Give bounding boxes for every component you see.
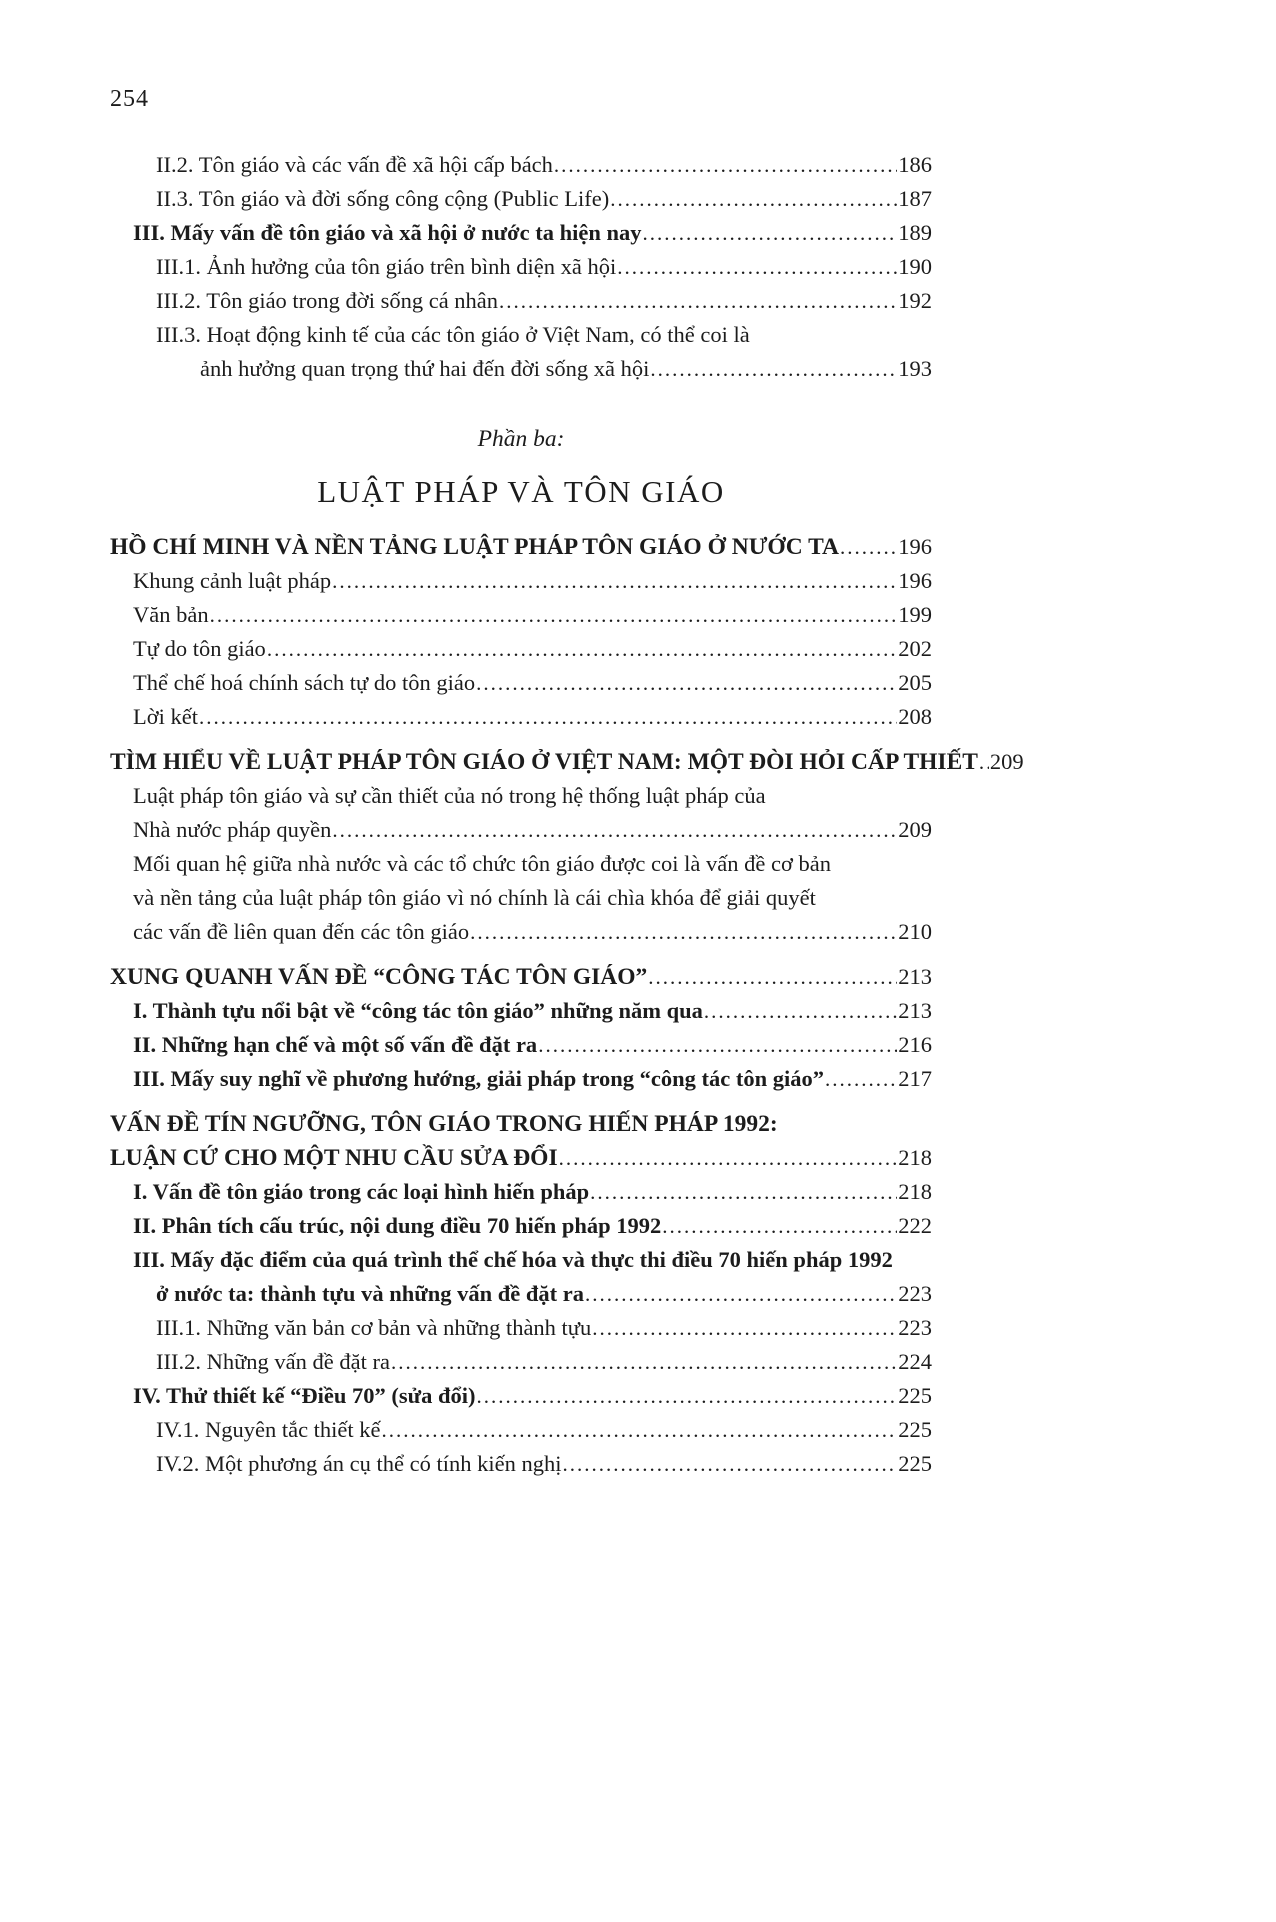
toc-entry xyxy=(110,216,932,250)
dot-leader xyxy=(554,148,897,182)
toc-entry-title: III. Mấy suy nghĩ về phương hướng, giải pháp trong “công tác tôn giáo” xyxy=(133,1066,825,1091)
dot-leader xyxy=(391,1345,897,1379)
toc-page-number: 186 xyxy=(898,152,932,177)
toc-entry-title: Luật pháp tôn giáo và sự cần thiết của nó trong hệ thống luật pháp của xyxy=(133,783,766,808)
dot-leader xyxy=(470,915,897,949)
toc-entry-title: III.2. Những vấn đề đặt ra xyxy=(156,1349,390,1374)
toc-entry-line xyxy=(110,847,932,881)
toc-page-number: 209 xyxy=(989,749,1024,774)
toc-page-number: 225 xyxy=(898,1417,932,1442)
toc-entry-title: XUNG QUANH VẤN ĐỀ “CÔNG TÁC TÔN GIÁO” xyxy=(110,964,648,990)
toc-entry-title: Nhà nước pháp quyền xyxy=(133,817,332,842)
toc-page-number: 205 xyxy=(898,670,932,695)
toc-entry-title: III. Mấy đặc điểm của quá trình thể chế hóa và thực thi điều 70 hiến pháp 1992 xyxy=(133,1247,893,1272)
toc-entry xyxy=(110,1175,932,1209)
toc-entry xyxy=(110,318,932,386)
dot-leader xyxy=(210,598,898,632)
toc-entry-line xyxy=(110,700,932,734)
dot-leader xyxy=(592,1311,897,1345)
toc-page-number: 218 xyxy=(898,1179,932,1204)
toc-entry xyxy=(110,960,932,994)
toc-entry-line xyxy=(110,1311,932,1345)
toc-page-number: 224 xyxy=(898,1349,932,1374)
toc-entry-line xyxy=(110,915,932,949)
dot-leader xyxy=(563,1447,898,1481)
toc-entry-title: Lời kết xyxy=(133,704,199,729)
toc-page-number: 196 xyxy=(898,568,932,593)
toc-entry-title: ảnh hưởng quan trọng thứ hai đến đời sống xã hội xyxy=(200,356,650,381)
toc-entry-title: II. Những hạn chế và một số vấn đề đặt ra xyxy=(133,1032,538,1057)
toc-page-number: 225 xyxy=(898,1451,932,1476)
dot-leader xyxy=(642,216,897,250)
toc-entry-line xyxy=(110,1379,932,1413)
toc-entry-line xyxy=(110,216,932,250)
dot-leader xyxy=(476,666,897,700)
dot-leader xyxy=(825,1062,897,1096)
dot-leader xyxy=(476,1379,897,1413)
toc-entry xyxy=(110,700,932,734)
part-divider xyxy=(110,422,932,512)
toc-page-number: 208 xyxy=(898,704,932,729)
table-of-contents xyxy=(110,148,1024,1481)
toc-entry-line xyxy=(110,881,932,915)
toc-entry xyxy=(110,1209,932,1243)
toc-entry xyxy=(110,1107,932,1175)
dot-leader xyxy=(704,994,897,1028)
dot-leader xyxy=(650,352,897,386)
toc-entry-line xyxy=(110,666,932,700)
toc-page-number: 210 xyxy=(898,919,932,944)
toc-entry-title: IV.2. Một phương án cụ thể có tính kiến nghị xyxy=(156,1451,562,1476)
dot-leader xyxy=(840,530,897,564)
toc-entry-title: III.2. Tôn giáo trong đời sống cá nhân xyxy=(156,288,499,313)
dot-leader xyxy=(499,284,897,318)
toc-entry-title: Mối quan hệ giữa nhà nước và các tổ chức tôn giáo được coi là vấn đề cơ bản xyxy=(133,851,831,876)
toc-entry-line xyxy=(110,352,932,386)
toc-entry-title: Văn bản xyxy=(133,602,209,627)
dot-leader xyxy=(662,1209,897,1243)
toc-page-number: 199 xyxy=(898,602,932,627)
page-number: 254 xyxy=(110,86,149,112)
dot-leader xyxy=(585,1277,897,1311)
toc-entry-title: II.2. Tôn giáo và các vấn đề xã hội cấp bách xyxy=(156,152,553,177)
toc-entry xyxy=(110,1345,932,1379)
toc-entry-title: HỒ CHÍ MINH VÀ NỀN TẢNG LUẬT PHÁP TÔN GIÁO Ở NƯỚC TA xyxy=(110,534,840,560)
toc-entry-title: Tự do tôn giáo xyxy=(133,636,266,661)
toc-entry-line xyxy=(110,813,932,847)
toc-entry xyxy=(110,779,932,847)
toc-page-number: 213 xyxy=(898,964,932,989)
toc-entry-line xyxy=(110,994,932,1028)
toc-page-number: 190 xyxy=(898,254,932,279)
toc-entry xyxy=(110,847,932,949)
toc-page-number: 192 xyxy=(898,288,932,313)
toc-page-number: 202 xyxy=(898,636,932,661)
toc-page-number: 196 xyxy=(898,534,932,559)
toc-entry-line xyxy=(110,960,932,994)
toc-entry-title: IV.1. Nguyên tắc thiết kế xyxy=(156,1417,381,1442)
toc-page-number: 216 xyxy=(898,1032,932,1057)
toc-entry xyxy=(110,1243,932,1311)
part-title: LUẬT PHÁP VÀ TÔN GIÁO xyxy=(317,474,725,509)
toc-entry xyxy=(110,1311,932,1345)
toc-entry-line xyxy=(110,250,932,284)
toc-entry-line xyxy=(110,1447,932,1481)
toc-entry-line xyxy=(110,318,932,352)
dot-leader xyxy=(199,700,897,734)
toc-page-number: 218 xyxy=(898,1145,932,1170)
toc-entry-line xyxy=(110,632,932,666)
toc-entry-line xyxy=(110,530,932,564)
toc-entry xyxy=(110,1062,932,1096)
toc-page-number: 187 xyxy=(898,186,932,211)
toc-entry-title: IV. Thử thiết kế “Điều 70” (sửa đổi) xyxy=(133,1383,476,1408)
toc-page-number: 223 xyxy=(898,1281,932,1306)
toc-entry-line xyxy=(110,1028,932,1062)
dot-leader xyxy=(979,745,989,779)
toc-entry-line xyxy=(110,1277,932,1311)
toc-entry xyxy=(110,745,1024,779)
toc-page-number: 213 xyxy=(898,998,932,1023)
toc-entry-line xyxy=(110,1141,932,1175)
toc-entry xyxy=(110,250,932,284)
dot-leader xyxy=(610,182,897,216)
dot-leader xyxy=(538,1028,897,1062)
toc-entry xyxy=(110,148,932,182)
toc-entry-line xyxy=(110,1209,932,1243)
toc-entry-line xyxy=(110,182,932,216)
toc-entry-line xyxy=(110,1175,932,1209)
toc-entry-title: TÌM HIỂU VỀ LUẬT PHÁP TÔN GIÁO Ở VIỆT NAM: MỘT ĐÒI HỎI CẤP THIẾT xyxy=(110,749,978,775)
toc-entry-title: III.3. Hoạt động kinh tế của các tôn giáo ở Việt Nam, có thể coi là xyxy=(156,322,750,347)
toc-entry-title: I. Thành tựu nổi bật về “công tác tôn giáo” những năm qua xyxy=(133,998,703,1023)
toc-entry-title: III.1. Ảnh hưởng của tôn giáo trên bình diện xã hội xyxy=(156,254,617,279)
toc-page-number: 225 xyxy=(898,1383,932,1408)
toc-page-number: 189 xyxy=(898,220,932,245)
dot-leader xyxy=(559,1141,898,1175)
toc-entry-title: Thể chế hoá chính sách tự do tôn giáo xyxy=(133,670,476,695)
toc-entry xyxy=(110,994,932,1028)
toc-entry-line xyxy=(110,284,932,318)
toc-entry xyxy=(110,598,932,632)
toc-entry xyxy=(110,632,932,666)
toc-entry-line xyxy=(110,148,932,182)
dot-leader xyxy=(648,960,897,994)
toc-entry xyxy=(110,530,932,564)
dot-leader xyxy=(617,250,897,284)
toc-entry-line xyxy=(110,745,1024,779)
toc-entry-title: III. Mấy vấn đề tôn giáo và xã hội ở nước ta hiện nay xyxy=(133,220,642,245)
toc-entry xyxy=(110,1447,932,1481)
toc-page-number: 193 xyxy=(898,356,932,381)
toc-section-before-part xyxy=(110,148,932,386)
toc-entry-title: II.3. Tôn giáo và đời sống công cộng (Public Life) xyxy=(156,186,610,211)
toc-section-after-part xyxy=(110,530,1024,1481)
toc-entry-line xyxy=(110,564,932,598)
toc-entry-title: các vấn đề liên quan đến các tôn giáo xyxy=(133,919,470,944)
toc-entry-title: ở nước ta: thành tựu và những vấn đề đặt ra xyxy=(156,1281,584,1306)
dot-leader xyxy=(332,564,897,598)
toc-entry-title: VẤN ĐỀ TÍN NGƯỠNG, TÔN GIÁO TRONG HIẾN PHÁP 1992: xyxy=(110,1111,778,1137)
toc-entry-title: LUẬN CỨ CHO MỘT NHU CẦU SỬA ĐỔI xyxy=(110,1145,558,1171)
toc-entry-title: III.1. Những văn bản cơ bản và những thành tựu xyxy=(156,1315,592,1340)
toc-entry xyxy=(110,666,932,700)
toc-page-number: 209 xyxy=(898,817,932,842)
toc-entry xyxy=(110,1379,932,1413)
toc-entry-line xyxy=(110,779,932,813)
toc-page-number: 217 xyxy=(898,1066,932,1091)
toc-entry-line xyxy=(110,1107,932,1141)
toc-entry xyxy=(110,564,932,598)
toc-entry xyxy=(110,1028,932,1062)
toc-entry-title: Khung cảnh luật pháp xyxy=(133,568,332,593)
toc-page-number: 223 xyxy=(898,1315,932,1340)
dot-leader xyxy=(267,632,897,666)
dot-leader xyxy=(590,1175,897,1209)
dot-leader xyxy=(382,1413,898,1447)
toc-entry-line xyxy=(110,1243,932,1277)
toc-entry xyxy=(110,182,932,216)
toc-entry-line xyxy=(110,598,932,632)
toc-page-number: 222 xyxy=(898,1213,932,1238)
toc-entry-line xyxy=(110,1413,932,1447)
toc-entry-title: I. Vấn đề tôn giáo trong các loại hình hiến pháp xyxy=(133,1179,590,1204)
toc-entry-title: và nền tảng của luật pháp tôn giáo vì nó chính là cái chìa khóa để giải quyết xyxy=(133,885,816,910)
part-label: Phần ba: xyxy=(477,426,565,452)
toc-entry-title: II. Phân tích cấu trúc, nội dung điều 70 hiến pháp 1992 xyxy=(133,1213,662,1238)
dot-leader xyxy=(332,813,897,847)
toc-entry-line xyxy=(110,1062,932,1096)
toc-entry xyxy=(110,1413,932,1447)
toc-entry xyxy=(110,284,932,318)
toc-entry-line xyxy=(110,1345,932,1379)
